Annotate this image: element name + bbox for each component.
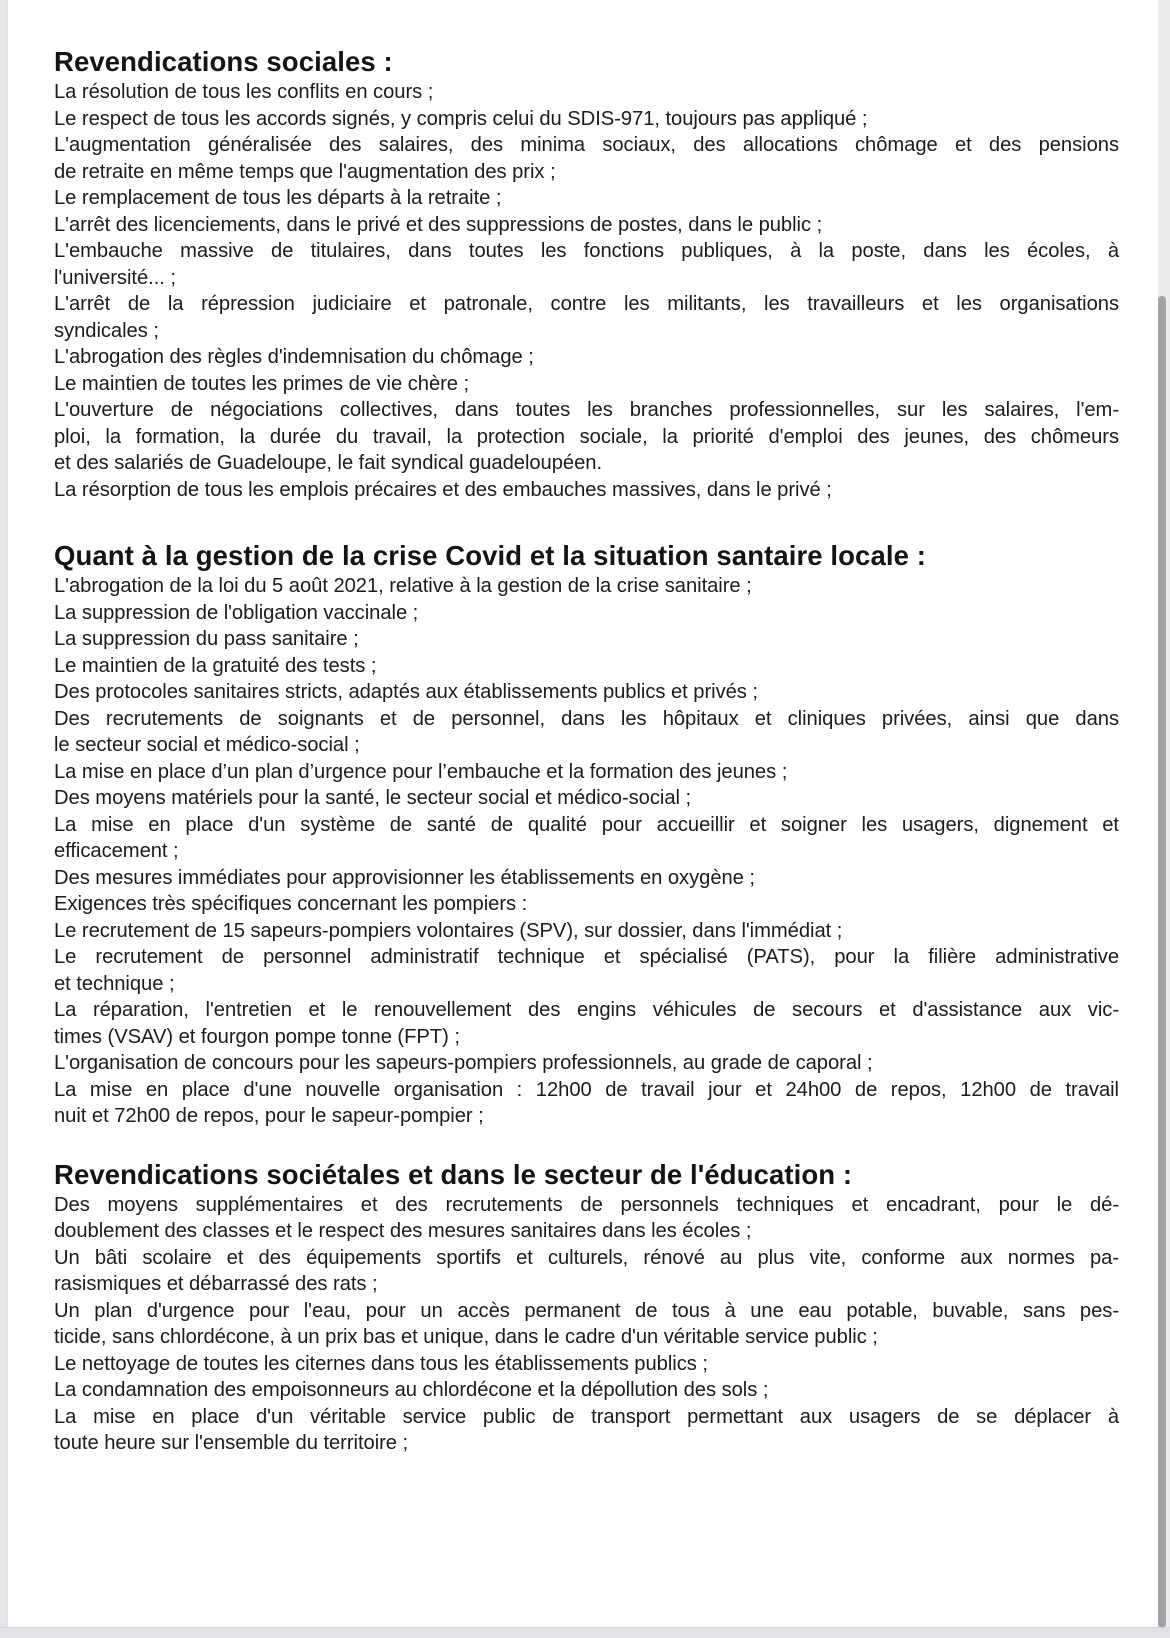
list-item: L'ouverture de négociations collectives, dans toutes les branches professionnelles, sur les salaires, l'em- [54, 399, 1119, 421]
section-heading: Quant à la gestion de la crise Covid et la situation santaire locale : [54, 540, 926, 571]
section-revendications-societales [54, 1158, 1119, 1457]
list-item: times (VSAV) et fourgon pompe tonne (FPT) ; [54, 1025, 460, 1048]
page-bottom-edge [0, 1627, 1170, 1638]
list-item: Un plan d'urgence pour l'eau, pour un accès permanent de tous à une eau potable, buvable, sans pes- [54, 1299, 1119, 1322]
section-revendications-sociales [54, 45, 1119, 503]
list-item: Le nettoyage de toutes les citernes dans tous les établissements publics ; [54, 1352, 708, 1375]
list-item: Exigences très spécifiques concernant les pompiers : [54, 893, 528, 915]
list-item: Des moyens matériels pour la santé, le secteur social et médico-social ; [54, 787, 692, 809]
list-item: La mise en place d'un système de santé de qualité pour accueillir et soigner les usagers, dignement et [54, 813, 1119, 836]
section-body [54, 1192, 1119, 1457]
list-item: La mise en place d'un véritable service public de transport permettant aux usagers de se déplacer à [54, 1405, 1119, 1428]
list-item: L'abrogation de la loi du 5 août 2021, relative à la gestion de la crise sanitaire ; [54, 575, 752, 597]
vertical-scrollbar[interactable] [1158, 0, 1170, 1638]
list-item: Le maintien de toutes les primes de vie chère ; [54, 372, 470, 395]
section-heading: Revendications sociales : [54, 46, 393, 77]
list-item: Le remplacement de tous les départs à la retraite ; [54, 187, 502, 209]
list-item: Le maintien de la gratuité des tests ; [54, 654, 377, 677]
list-item: syndicales ; [54, 319, 159, 342]
list-item: L'augmentation généralisée des salaires, des minima sociaux, des allocations chômage et des pensions [54, 134, 1119, 156]
list-item: La condamnation des empoisonneurs au chlordécone et la dépollution des sols ; [54, 1379, 769, 1401]
list-item: L'arrêt de la répression judiciaire et patronale, contre les militants, les travailleurs et les organisations [54, 293, 1119, 315]
list-item: L'embauche massive de titulaires, dans toutes les fonctions publiques, à la poste, dans les écoles, à [54, 240, 1119, 262]
list-item: Le recrutement de 15 sapeurs-pompiers volontaires (SPV), sur dossier, dans l'immédiat ; [54, 919, 843, 942]
section-gestion-crise-covid [54, 539, 1119, 1130]
list-item: L'organisation de concours pour les sapeurs-pompiers professionnels, au grade de caporal ; [54, 1052, 873, 1074]
document-content [54, 45, 1119, 1457]
scrollbar-thumb[interactable] [1158, 296, 1166, 1628]
list-item: Le recrutement de personnel administratif technique et spécialisé (PATS), pour la filière administrative [54, 946, 1119, 968]
list-item: de retraite en même temps que l'augmentation des prix ; [54, 160, 556, 183]
list-item: Des moyens supplémentaires et des recrutements de personnels techniques et encadrant, pour le dé- [54, 1193, 1119, 1216]
list-item: doublement des classes et le respect des mesures sanitaires dans les écoles ; [54, 1220, 752, 1242]
spacer [54, 1130, 1119, 1158]
list-item: toute heure sur l'ensemble du territoire ; [54, 1432, 409, 1454]
list-item: La suppression du pass sanitaire ; [54, 628, 359, 650]
list-item: Des protocoles sanitaires stricts, adaptés aux établissements publics et privés ; [54, 681, 758, 703]
list-item: La mise en place d’un plan d’urgence pour l’embauche et la formation des jeunes ; [54, 760, 788, 783]
list-item: Un bâti scolaire et des équipements sportifs et culturels, rénové au plus vite, conforme aux normes pa- [54, 1246, 1119, 1269]
section-body [54, 573, 1119, 1130]
section-body [54, 79, 1119, 503]
list-item: L'arrêt des licenciements, dans le privé et des suppressions de postes, dans le public ; [54, 213, 823, 236]
list-item: La résolution de tous les conflits en cours ; [54, 81, 434, 103]
list-item: La mise en place d'une nouvelle organisation : 12h00 de travail jour et 24h00 de repos, 12h00 de travail [54, 1078, 1119, 1101]
list-item: ploi, la formation, la durée du travail, la protection sociale, la priorité d'emploi des jeunes, des chômeurs [54, 425, 1119, 448]
list-item: nuit et 72h00 de repos, pour le sapeur-pompier ; [54, 1105, 484, 1127]
list-item: La suppression de l'obligation vaccinale ; [54, 601, 419, 624]
list-item: Le respect de tous les accords signés, y compris celui du SDIS-971, toujours pas appliqué ; [54, 107, 868, 130]
list-item: ticide, sans chlordécone, à un prix bas et unique, dans le cadre d'un véritable service public ; [54, 1326, 878, 1348]
section-heading: Revendications sociétales et dans le secteur de l'éducation : [54, 1158, 853, 1190]
list-item: Des recrutements de soignants et de personnel, dans les hôpitaux et cliniques privées, ainsi que dans [54, 707, 1119, 730]
list-item: La résorption de tous les emplois précaires et des embauches massives, dans le privé ; [54, 478, 832, 501]
list-item: et technique ; [54, 972, 175, 995]
list-item: rasismiques et débarrassé des rats ; [54, 1273, 378, 1295]
list-item: et des salariés de Guadeloupe, le fait syndical guadeloupéen. [54, 452, 603, 474]
list-item: La réparation, l'entretien et le renouvellement des engins véhicules de secours et d'assistance aux vic- [54, 999, 1119, 1021]
list-item: Des mesures immédiates pour approvisionner les établissements en oxygène ; [54, 866, 755, 889]
list-item: efficacement ; [54, 840, 179, 862]
document-page [8, 0, 1158, 1628]
list-item: L'abrogation des règles d'indemnisation du chômage ; [54, 346, 534, 368]
spacer [54, 503, 1119, 539]
list-item: le secteur social et médico-social ; [54, 734, 360, 756]
list-item: l'université... ; [54, 266, 176, 289]
